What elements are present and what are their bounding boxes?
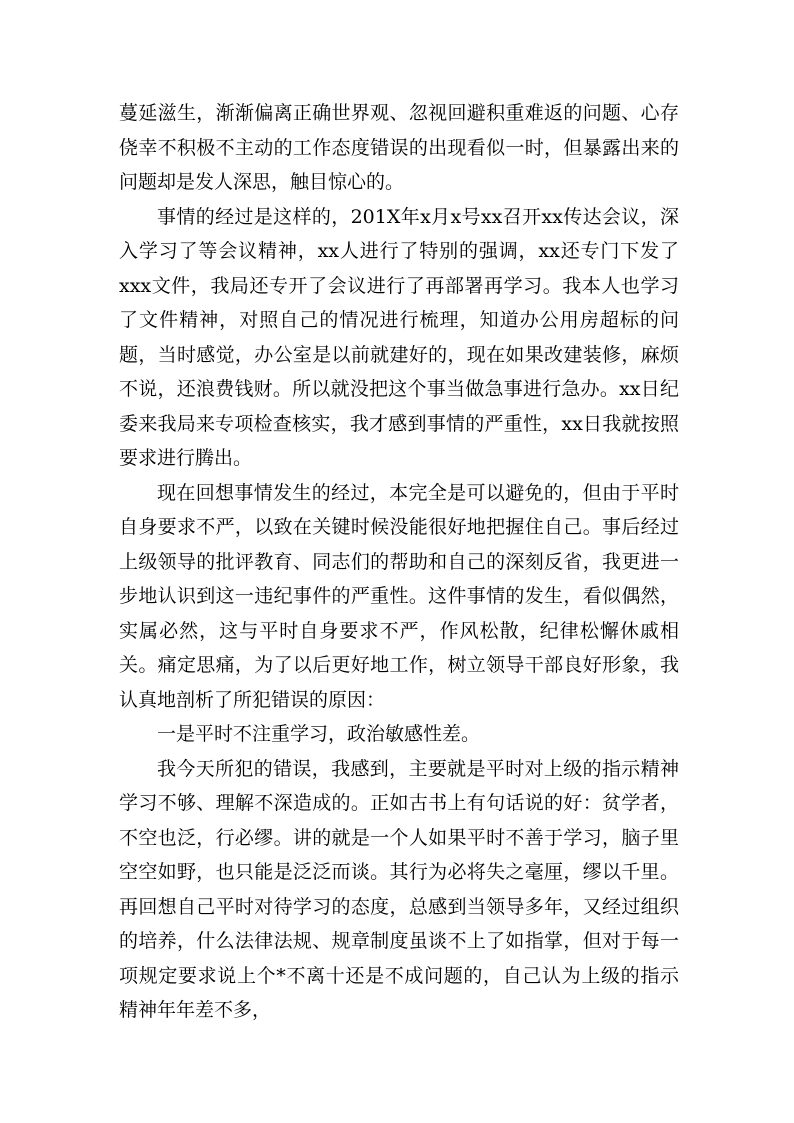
paragraph-reason-heading: 一是平时不注重学习，政治敏感性差。 — [157, 723, 481, 745]
paragraph-reason-detail: 我今天所犯的错误，我感到，主要就是平时对上级的指示精神学习不够、理解不深造成的。正如古书上有句话说的好：贫学者，不空也泛，行必缪。讲的就是一个人如果平时不善于学习，脑子里空空如野，也只能是泛泛而谈。其行为必将失之毫厘，缪以千里。再回想自己平时对待学习的态度，总感到当领导多年，又经过组织的培养，什么法律法规、规章制度虽谈不上了如指掌，但对于每一项规定要求说上个*不离十还是不成问题的，自己认为上级的指示精神年年差不多， — [119, 757, 679, 1021]
document-body — [119, 96, 679, 1028]
paragraph-continuation: 蔓延滋生，渐渐偏离正确世界观、忽视回避积重难返的问题、心存侥幸不积极不主动的工作态度错误的出现看似一时，但暴露出来的问题却是发人深思，触目惊心的。 — [119, 102, 679, 193]
paragraph-reflection: 现在回想事情发生的经过，本完全是可以避免的，但由于平时自身要求不严，以致在关键时候没能很好地把握住自己。事后经过上级领导的批评教育、同志们的帮助和自己的深刻反省，我更进一步地认识到这一违纪事件的严重性。这件事情的发生，看似偶然，实属必然，这与平时自身要求不严，作风松散，纪律松懈休戚相关。痛定思痛，为了以后更好地工作，树立领导干部良好形象，我认真地剖析了所犯错误的原因： — [119, 481, 679, 711]
paragraph-incident-account: 事情的经过是这样的，201X年x月x号xx召开xx传达会议，深入学习了等会议精神，xx人进行了特别的强调，xx还专门下发了xxx文件，我局还专开了会议进行了再部署再学习。我本人也学习了文件精神，对照自己的情况进行梳理，知道办公用房超标的问题，当时感觉，办公室是以前就建好的，现在如果改建装修，麻烦不说，还浪费钱财。所以就没把这个事当做急事进行急办。xx日纪委来我局来专项检查核实，我才感到事情的严重性，xx日我就按照要求进行腾出。 — [119, 205, 679, 469]
